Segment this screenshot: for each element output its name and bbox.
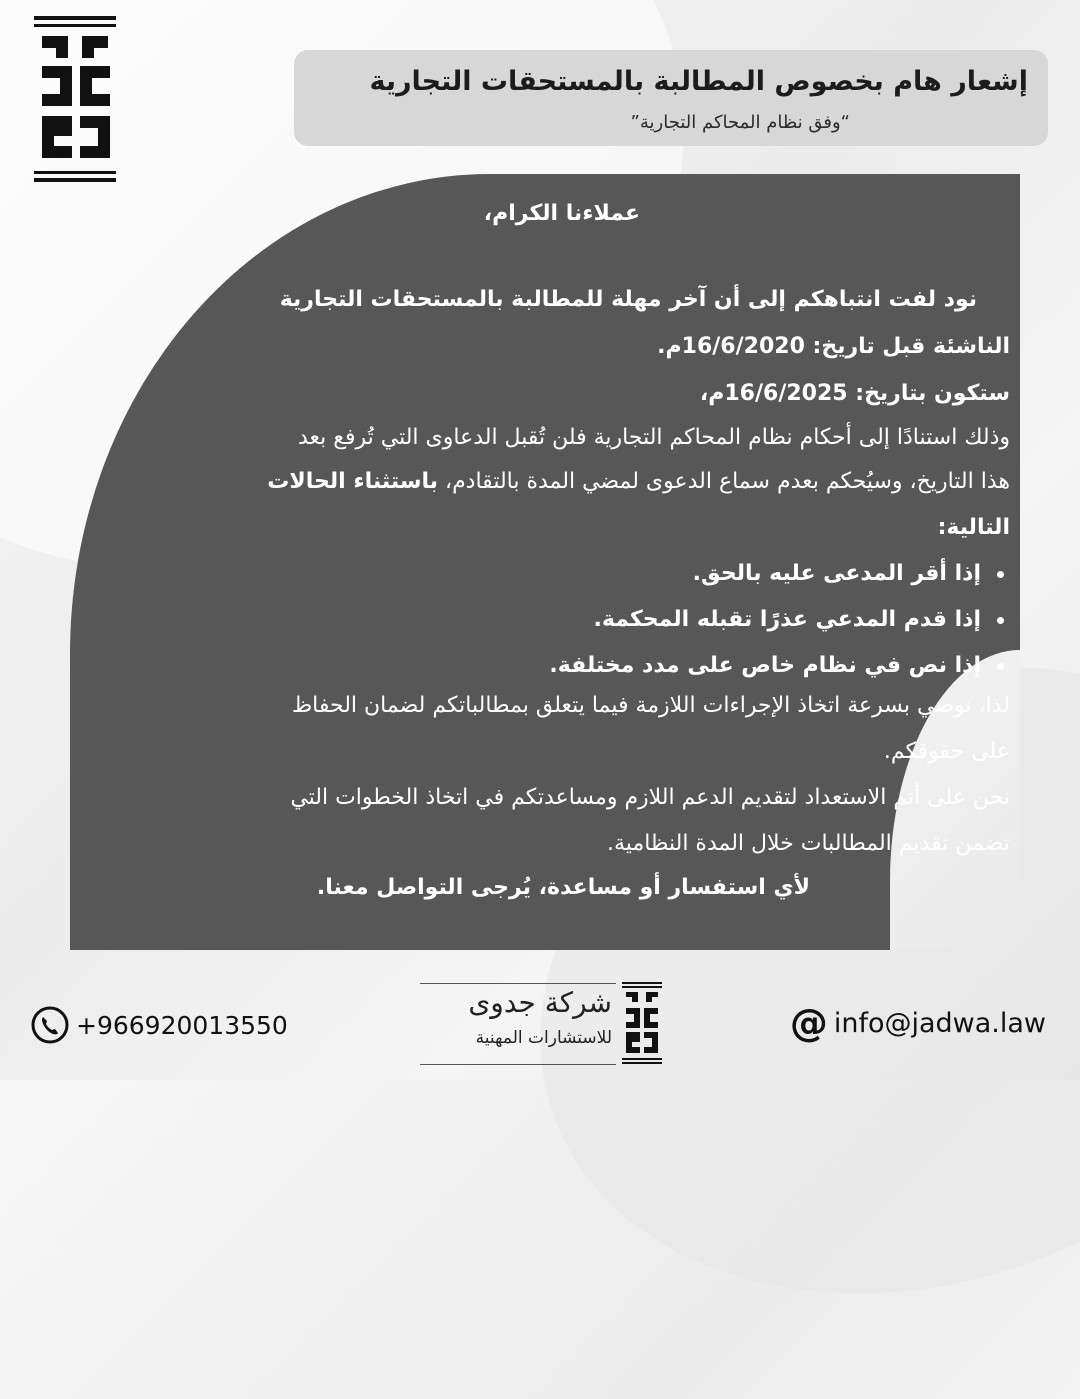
notice-line-8: على حقوقكم. <box>883 739 1010 764</box>
notice-line-2: الناشئة قبل تاريخ: 16/6/2020م. <box>657 334 1010 359</box>
bullet-icon <box>997 663 1004 670</box>
phone-number: +966920013550 <box>76 1010 288 1040</box>
notice-line-5-bold: باستثناء الحالات <box>267 469 438 494</box>
company-name: شركة جدوى <box>468 986 612 1019</box>
page-subtitle: “وفق نظام المحاكم التجارية” <box>630 112 850 133</box>
greeting: عملاءنا الكرام، <box>483 201 640 226</box>
company-signature <box>420 983 616 1065</box>
notice-line-5 <box>267 462 1010 502</box>
contact-phone[interactable] <box>30 1005 288 1045</box>
closing-line: لأي استفسار أو مساعدة، يُرجى التواصل معنا. <box>316 875 810 900</box>
bullet-text: إذا نص في نظام خاص على مدد مختلفة. <box>549 653 981 678</box>
phone-icon <box>30 1005 70 1045</box>
bullet-item <box>549 646 1004 686</box>
bullet-item <box>594 600 1004 640</box>
notice-line-4: وذلك استنادًا إلى أحكام نظام المحاكم التجارية فلن تُقبل الدعاوى التي تُرفع بعد <box>297 425 1010 450</box>
page-title: إشعار هام بخصوص المطالبة بالمستحقات التجارية <box>369 66 1028 97</box>
notice-line-5-text: هذا التاريخ، وسيُحكم بعدم سماع الدعوى لمضي المدة بالتقادم، <box>437 469 1010 494</box>
bullet-icon <box>997 571 1004 578</box>
company-subtitle: للاستشارات المهنية <box>475 1028 612 1048</box>
bullet-item <box>693 554 1004 594</box>
notice-line-9: نحن على أتم الاستعداد لتقديم الدعم اللازم ومساعدتكم في اتخاذ الخطوات التي <box>290 785 1010 810</box>
notice-line-10: تضمن تقديم المطالبات خلال المدة النظامية. <box>607 831 1010 856</box>
email-address: info@jadwa.law <box>833 1007 1046 1039</box>
notice-line-6: التالية: <box>937 515 1010 540</box>
at-sign-icon: @ <box>789 1001 828 1045</box>
bullet-icon <box>997 617 1004 624</box>
notice-line-3: ستكون بتاريخ: 16/6/2025م، <box>699 381 1010 406</box>
notice-line-1: نود لفت انتباهكم إلى أن آخر مهلة للمطالبة بالمستحقات التجارية <box>279 287 977 312</box>
bullet-text: إذا قدم المدعي عذرًا تقبله المحكمة. <box>593 607 981 632</box>
contact-email[interactable] <box>790 1003 1046 1043</box>
notice-line-7: لذا، نوصي بسرعة اتخاذ الإجراءات اللازمة فيما يتعلق بمطالباتكم لضمان الحفاظ <box>291 693 1010 718</box>
company-logo-small-icon <box>622 982 662 1064</box>
bullet-text: إذا أقر المدعى عليه بالحق. <box>692 561 981 586</box>
